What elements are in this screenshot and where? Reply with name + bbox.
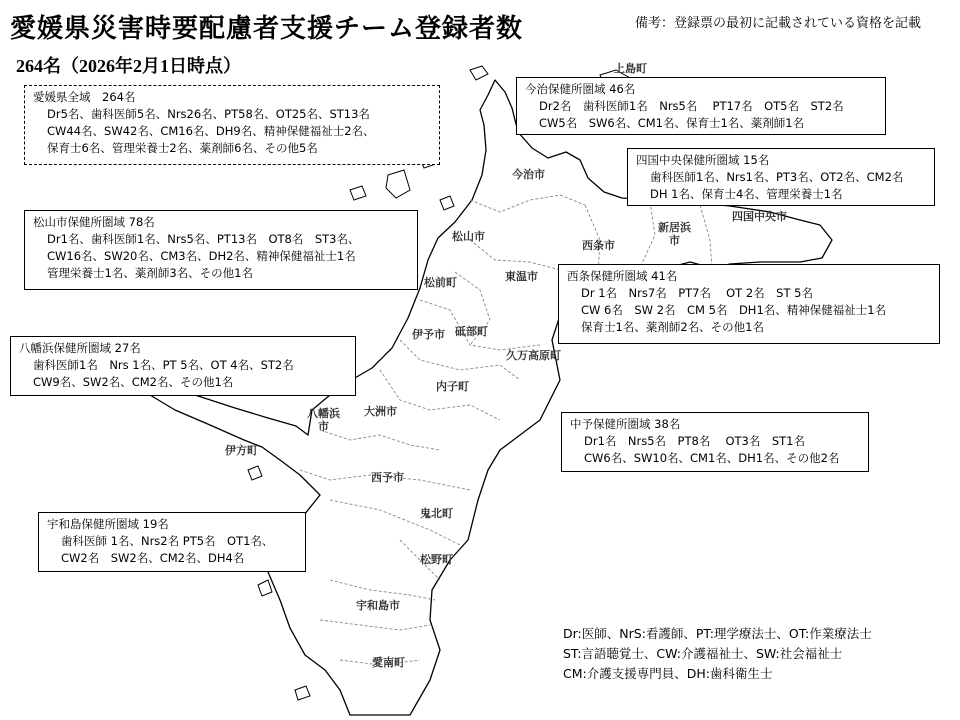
muni-uwajima: 宇和島市 <box>356 599 400 612</box>
region-box-imabari <box>516 77 886 135</box>
region-line: Dr1名 Nrs5名 PT8名 OT3名 ST1名 <box>584 434 806 448</box>
island <box>248 466 262 480</box>
muni-saijo: 西条市 <box>582 239 615 252</box>
region-line: CW9名、SW2名、CM2名、その他1名 <box>33 375 234 389</box>
region-line: CW2名 SW2名、CM2名、DH4名 <box>61 551 245 565</box>
region-line: 保育士1名、薬剤師2名、その他1名 <box>581 320 764 334</box>
muni-matsuno: 松野町 <box>420 553 453 566</box>
region-title: 今治保健所圏域 46名 <box>525 82 636 96</box>
region-line: Dr 1名 Nrs7名 PT7名 OT 2名 ST 5名 <box>581 286 813 300</box>
region-line: CW44名、SW42名、CM16名、DH9名、精神保健福祉士2名、 <box>47 124 375 138</box>
region-box-shikokuchuo <box>627 148 935 206</box>
region-box-saijo <box>558 264 940 344</box>
region-line: 歯科医師 1名、Nrs2名 PT5名 OT1名、 <box>61 534 274 548</box>
region-box-uwajima <box>38 512 306 572</box>
total-count: 264名（2026年2月1日時点） <box>16 56 241 76</box>
muni-niihama: 新居浜 市 <box>658 221 691 247</box>
region-line: 歯科医師1名、Nrs1名、PT3名、OT2名、CM2名 <box>650 170 904 184</box>
region-title: 愛媛県全域 264名 <box>33 90 136 104</box>
muni-imabari: 今治市 <box>512 168 545 181</box>
muni-matsuyama: 松山市 <box>452 230 485 243</box>
region-box-all <box>24 85 440 165</box>
region-title: 西条保健所圏域 41名 <box>567 269 678 283</box>
region-title: 宇和島保健所圏域 19名 <box>47 517 169 531</box>
region-line: CW16名、SW20名、CM3名、DH2名、精神保健福祉士1名 <box>47 249 356 263</box>
region-box-chuyo <box>561 412 869 472</box>
muni-kamijima: 上島町 <box>614 62 647 75</box>
region-title: 中予保健所圏域 38名 <box>570 417 681 431</box>
muni-uchiko: 内子町 <box>436 380 469 393</box>
island <box>295 686 310 700</box>
muni-tobe: 砥部町 <box>455 325 488 338</box>
legend-line: CM:介護支援専門員、DH:歯科衛生士 <box>563 666 773 681</box>
legend-line: Dr:医師、NrS:看護師、PT:理学療法士、OT:作業療法士 <box>563 626 872 641</box>
region-line: 歯科医師1名 Nrs 1名、PT 5名、OT 4名、ST2名 <box>33 358 294 372</box>
region-title: 四国中央保健所圏域 15名 <box>636 153 770 167</box>
region-box-yawatahama <box>10 336 356 396</box>
muni-seiyo: 西予市 <box>371 471 404 484</box>
region-title: 八幡浜保健所圏域 27名 <box>19 341 141 355</box>
region-line: Dr5名、歯科医師5名、Nrs26名、PT58名、OT25名、ST13名 <box>47 107 370 121</box>
island <box>350 186 366 200</box>
region-box-matsuyama <box>24 210 418 290</box>
island <box>386 170 410 198</box>
island <box>258 580 272 596</box>
region-line: 保育士6名、管理栄養士2名、薬剤師6名、その他5名 <box>47 141 318 155</box>
muni-ikata: 伊方町 <box>225 444 258 457</box>
legend-line: ST:言語聴覚士、CW:介護福祉士、SW:社会福祉士 <box>563 646 843 661</box>
muni-kihoku: 鬼北町 <box>420 507 453 520</box>
note-text: 備考：登録票の最初に記載されている資格を記載 <box>635 16 922 31</box>
muni-kumakogen: 久万高原町 <box>506 349 561 362</box>
muni-ozu: 大洲市 <box>364 405 397 418</box>
region-line: CW6名、SW10名、CM1名、DH1名、その他2名 <box>584 451 840 465</box>
region-line: Dr1名、歯科医師1名、Nrs5名、PT13名 OT8名 ST3名、 <box>47 232 360 246</box>
region-line: DH 1名、保育士4名、管理栄養士1名 <box>650 187 843 201</box>
region-line: Dr2名 歯科医師1名 Nrs5名 PT17名 OT5名 ST2名 <box>539 99 844 113</box>
page-title: 愛媛県災害時要配慮者支援チーム登録者数 <box>10 14 524 44</box>
region-title: 松山市保健所圏域 78名 <box>33 215 155 229</box>
muni-toon: 東温市 <box>505 270 538 283</box>
island <box>440 196 454 210</box>
muni-ainan: 愛南町 <box>372 656 405 669</box>
muni-shikokuchuo: 四国中央市 <box>732 210 787 223</box>
muni-iyo: 伊予市 <box>412 328 445 341</box>
abbreviation-legend <box>563 624 872 684</box>
island <box>470 66 488 80</box>
region-line: CW5名 SW6名、CM1名、保育士1名、薬剤師1名 <box>539 116 805 130</box>
region-line: 管理栄養士1名、薬剤師3名、その他1名 <box>47 266 253 280</box>
region-line: CW 6名 SW 2名 CM 5名 DH1名、精神保健福祉士1名 <box>581 303 887 317</box>
muni-masaki: 松前町 <box>424 276 457 289</box>
muni-yawatahama: 八幡浜 市 <box>307 407 340 433</box>
